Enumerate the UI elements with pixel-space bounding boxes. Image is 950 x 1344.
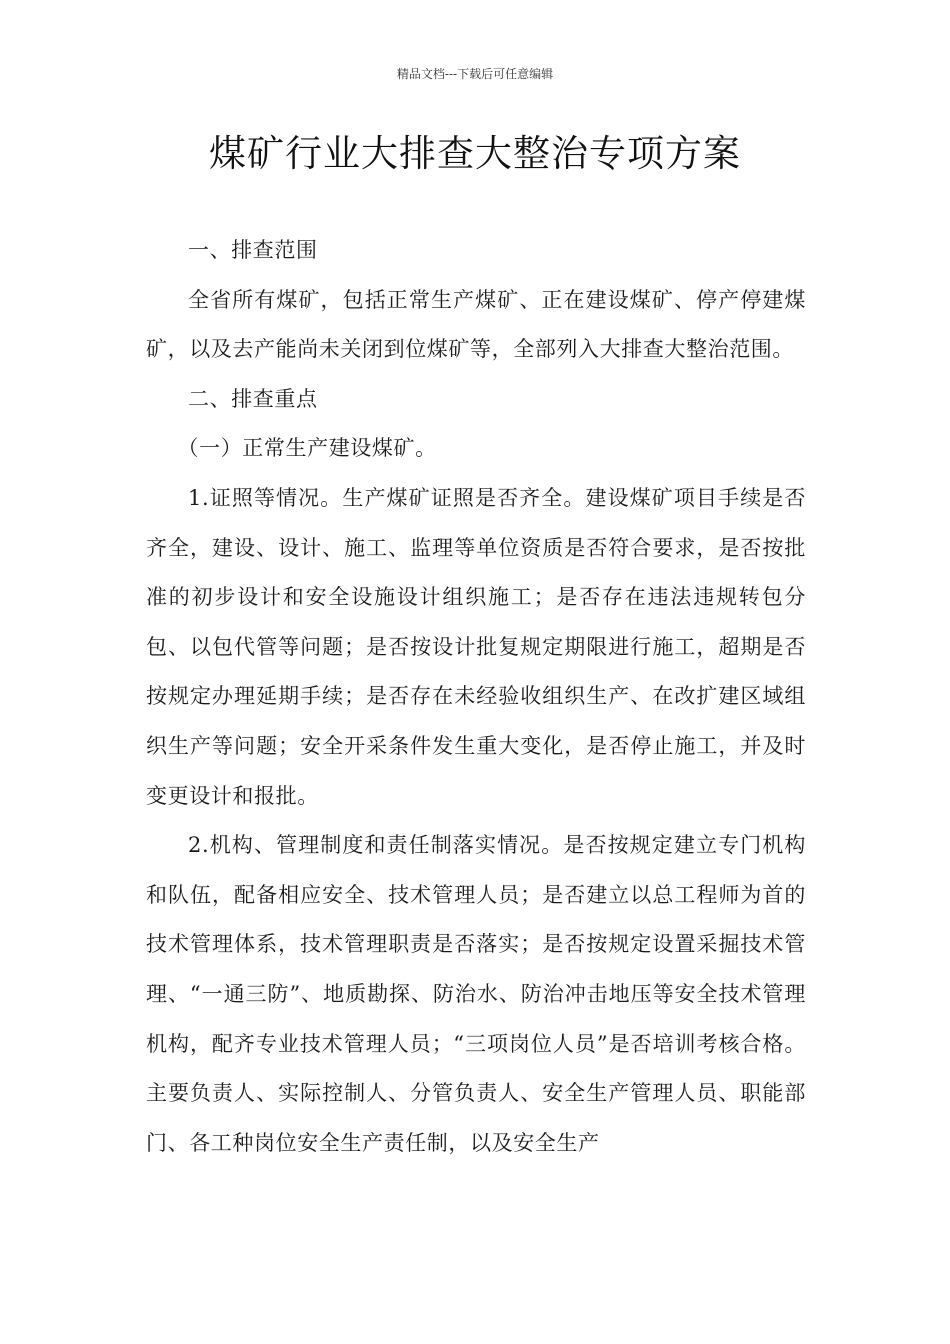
section-heading-focus: 二、排查重点: [188, 386, 318, 411]
paragraph-institutions: 2.机构、管理制度和责任制落实情况。是否按规定建立专门机构和队伍，配备相应安全、技术管理人员；是否建立以总工程师为首的技术管理体系，技术管理职责是否落实；是否按规定设置采掘技术管理、“一通三防”、地质勘探、防治水、防治冲击地压等安全技术管理机构，配齐专业技术管理人员；“三项岗位人员”是否培训考核合格。主要负责人、实际控制人、分管负责人、安全生产管理人员、职能部门、各工种岗位安全生产责任制，以及安全生产: [146, 833, 806, 1155]
paragraph-scope: 全省所有煤矿，包括正常生产煤矿、正在建设煤矿、停产停建煤矿，以及去产能尚未关闭到位煤矿等，全部列入大排查大整治范围。: [146, 287, 806, 362]
document-title: 煤矿行业大排查大整治专项方案: [209, 132, 741, 175]
subsection-heading: （一）正常生产建设煤矿。: [177, 436, 437, 461]
paragraph-licenses: 1.证照等情况。生产煤矿证照是否齐全。建设煤矿项目手续是否齐全，建设、设计、施工、监理等单位资质是否符合要求，是否按批准的初步设计和安全设施设计组织施工；是否存在违法违规转包分包、以包代管等问题；是否按设计批复规定期限进行施工，超期是否按规定办理延期手续；是否存在未经验收组织生产、在改扩建区域组织生产等问题；安全开采条件发生重大变化，是否停止施工，并及时变更设计和报批。: [146, 485, 806, 808]
header-note: 精品文档---下载后可任意编辑: [396, 67, 554, 81]
document-body: [146, 226, 806, 1168]
section-heading-scope: 一、排查范围: [188, 238, 318, 262]
